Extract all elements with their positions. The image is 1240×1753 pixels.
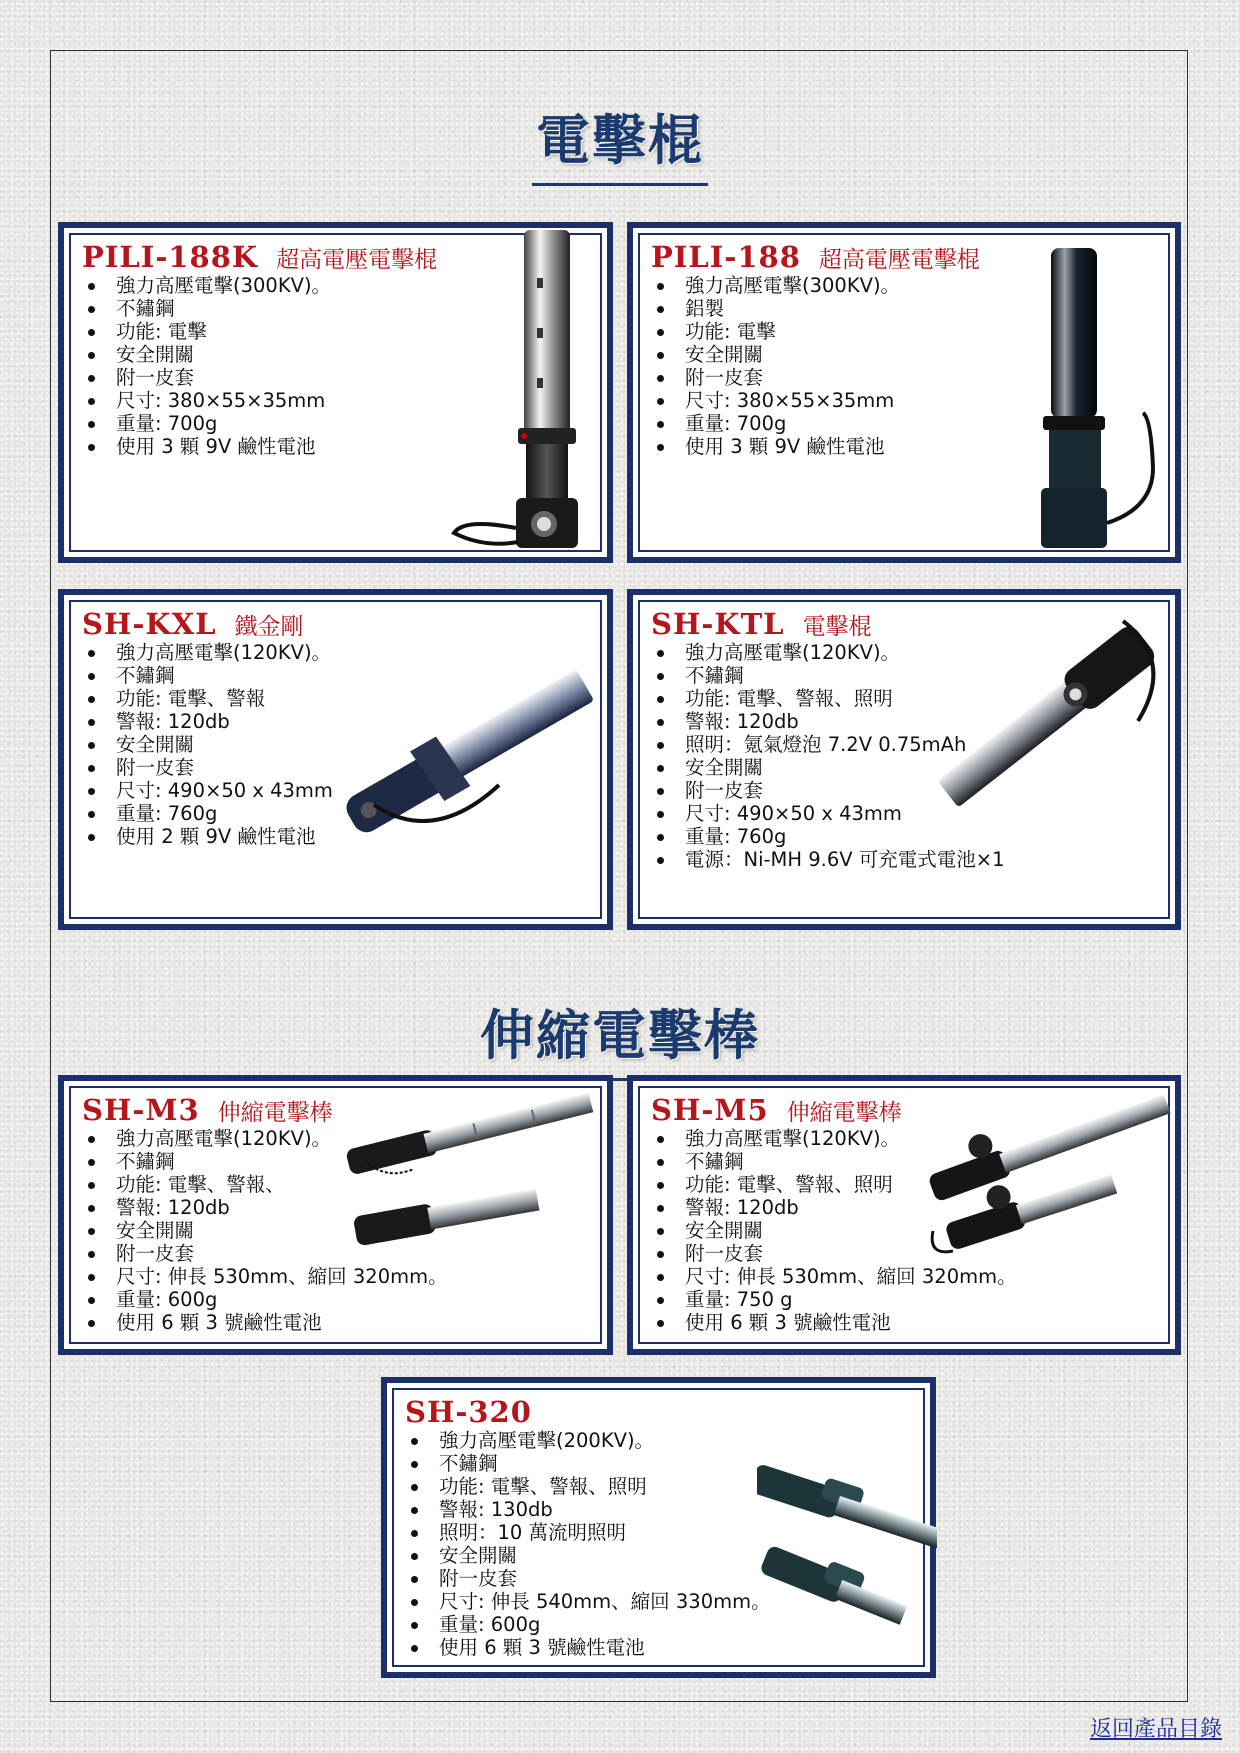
spec-item: 安全開關 [86,733,333,756]
spec-item: 附一皮套 [86,366,331,389]
spec-item: 尺寸: 490×50 x 43mm [86,779,333,802]
spec-item: 使用 6 顆 3 號鹼性電池 [86,1311,448,1334]
product-card [58,222,613,563]
spec-item: 警報: 120db [655,710,1005,733]
spec-item: 警報: 120db [86,1196,448,1219]
spec-item: 安全開關 [655,1219,1017,1242]
spec-item: 功能: 電擊、警報、照明 [409,1475,771,1498]
product-title [405,1395,532,1429]
spec-item: 強力高壓電擊(200KV)。 [409,1429,771,1452]
spec-item: 重量: 600g [86,1288,448,1311]
spec-list [409,1429,771,1659]
section-heading-stun-batons: 電擊棍 [0,98,1240,186]
product-name: 超高電壓電擊棍 [276,247,438,273]
spec-item: 照明：氪氣燈泡 7.2V 0.75mAh [655,733,1005,756]
product-card [627,222,1181,563]
spec-item: 強力高壓電擊(120KV)。 [655,641,1005,664]
product-model: SH-M5 [651,1093,769,1127]
spec-item: 安全開關 [655,343,900,366]
product-name: 伸縮電擊棒 [217,1100,333,1126]
product-name: 伸縮電擊棒 [786,1100,902,1126]
product-title [82,240,437,274]
spec-item: 不鏽鋼 [86,1150,448,1173]
spec-item: 尺寸: 380×55×35mm [86,389,331,412]
spec-item: 尺寸: 伸長 530mm、縮回 320mm。 [86,1265,448,1288]
product-model: SH-KTL [651,607,785,641]
product-name: 鐵金剛 [234,614,304,640]
spec-item: 安全開關 [86,343,331,366]
product-model: PILI-188 [651,240,801,274]
spec-item: 安全開關 [409,1544,771,1567]
spec-item: 安全開關 [86,1219,448,1242]
spec-item: 重量: 600g [409,1613,771,1636]
product-model: SH-M3 [82,1093,200,1127]
section-heading-telescopic-batons: 伸縮電擊棒 [0,993,1240,1081]
spec-list [86,274,331,458]
product-card [58,589,613,930]
spec-item: 附一皮套 [86,1242,448,1265]
spec-list [655,274,900,458]
spec-item: 不鏽鋼 [86,664,333,687]
product-model: SH-KXL [82,607,217,641]
product-title [651,1093,902,1127]
spec-item: 重量: 700g [655,412,900,435]
product-card [627,589,1181,930]
spec-item: 尺寸: 伸長 530mm、縮回 320mm。 [655,1265,1017,1288]
spec-item: 重量: 750 g [655,1288,1017,1311]
spec-item: 使用 3 顆 9V 鹼性電池 [655,435,900,458]
spec-item: 附一皮套 [655,1242,1017,1265]
spec-item: 不鏽鋼 [409,1452,771,1475]
telescopic-baton-image [913,1081,1178,1271]
spec-item: 強力高壓電擊(120KV)。 [86,1127,448,1150]
spec-item: 尺寸: 490×50 x 43mm [655,802,1005,825]
spec-item: 功能: 電擊 [86,320,331,343]
back-to-catalog-link[interactable]: 返回產品目錄 [1089,1717,1222,1742]
product-name: 超高電壓電擊棍 [818,247,980,273]
spec-item: 尺寸: 380×55×35mm [655,389,900,412]
product-card [58,1075,613,1355]
spec-item: 附一皮套 [655,366,900,389]
spec-item: 電源：Ni-MH 9.6V 可充電式電池×1 [655,848,1005,871]
stun-baton-image [913,601,1175,841]
product-card [627,1075,1181,1355]
spec-item: 不鏽鋼 [655,1150,1017,1173]
spec-item: 附一皮套 [655,779,1005,802]
spec-item: 強力高壓電擊(120KV)。 [86,641,333,664]
spec-item: 不鏽鋼 [655,664,1005,687]
spec-list [86,641,333,848]
spec-item: 重量: 760g [655,825,1005,848]
spec-item: 功能: 電擊 [655,320,900,343]
spec-item: 強力高壓電擊(300KV)。 [655,274,900,297]
spec-item: 照明：10 萬流明照明 [409,1521,771,1544]
spec-item: 附一皮套 [86,756,333,779]
spec-item: 使用 6 顆 3 號鹼性電池 [409,1636,771,1659]
spec-item: 鋁製 [655,297,900,320]
spec-item: 附一皮套 [409,1567,771,1590]
product-card [381,1377,936,1678]
stun-baton-image [314,645,604,855]
spec-item: 警報: 120db [655,1196,1017,1219]
product-model: SH-320 [405,1395,532,1429]
product-title [82,1093,333,1127]
spec-item: 功能: 電擊、警報、照明 [655,687,1005,710]
spec-item: 使用 2 顆 9V 鹼性電池 [86,825,333,848]
spec-item: 尺寸: 伸長 540mm、縮回 330mm。 [409,1590,771,1613]
telescopic-baton-image [324,1081,614,1256]
product-model: PILI-188K [82,240,259,274]
product-name: 電擊棍 [802,614,872,640]
spec-item: 安全開關 [655,756,1005,779]
spec-item: 警報: 130db [409,1498,771,1521]
spec-item: 重量: 700g [86,412,331,435]
product-title [651,240,980,274]
product-title [82,607,303,641]
spec-item: 警報: 120db [86,710,333,733]
product-title [651,607,872,641]
spec-item: 功能: 電擊、警報 [86,687,333,710]
spec-item: 重量: 760g [86,802,333,825]
spec-item: 使用 3 顆 9V 鹼性電池 [86,435,331,458]
spec-item: 強力高壓電擊(120KV)。 [655,1127,1017,1150]
spec-item: 不鏽鋼 [86,297,331,320]
stun-baton-image [424,228,614,563]
spec-item: 功能: 電擊、警報、 [86,1173,448,1196]
spec-item: 強力高壓電擊(300KV)。 [86,274,331,297]
spec-item: 功能: 電擊、警報、照明 [655,1173,1017,1196]
stun-baton-image [1003,248,1173,563]
telescopic-baton-image [757,1453,937,1653]
spec-item: 使用 6 顆 3 號鹼性電池 [655,1311,1017,1334]
